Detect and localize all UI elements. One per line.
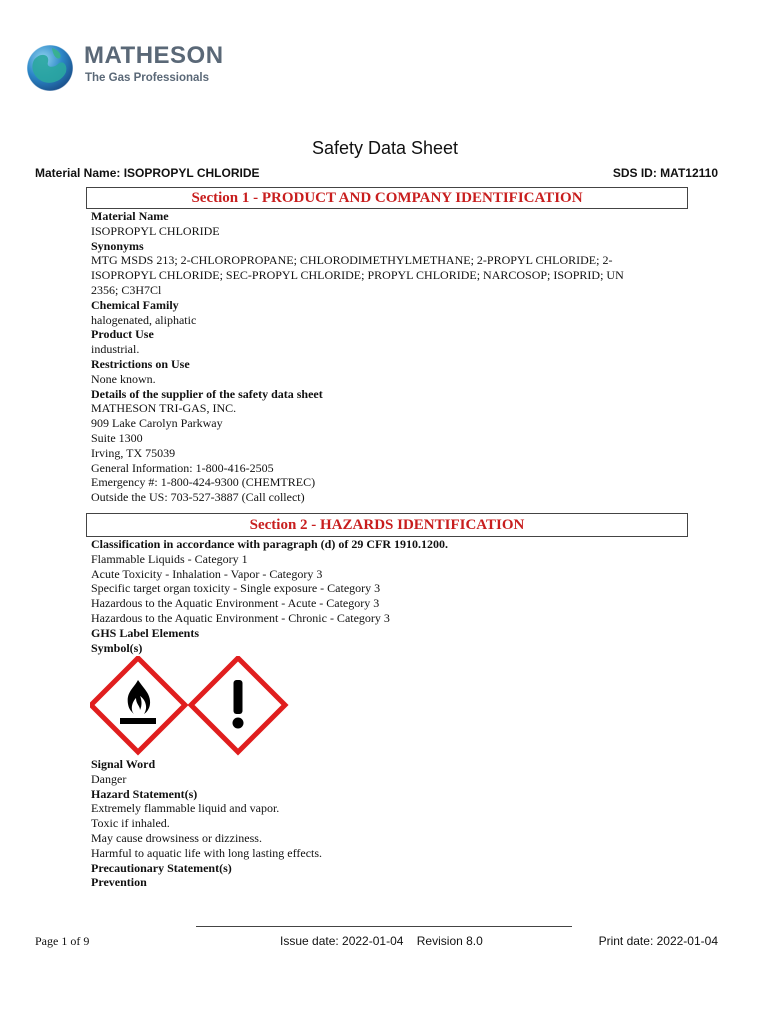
globe-logo-icon [24,42,76,94]
ghs-label: GHS Label Elements [91,625,200,640]
supplier-line: General Information: 1-800-416-2505 [91,460,274,475]
supplier-line: Irving, TX 75039 [91,445,176,460]
classification-item: Acute Toxicity - Inhalation - Vapor - Category 3 [91,566,323,581]
supplier-label: Details of the supplier of the safety data sheet [91,386,323,401]
sds-id: SDS ID: MAT12110 [612,166,718,180]
prevention-label: Prevention [91,875,147,890]
chemical-family-value: halogenated, aliphatic [91,312,197,327]
company-name: MATHESON [84,42,224,69]
signal-word-value: Danger [91,771,127,786]
classification-item: Hazardous to the Aquatic Environment - Acute - Category 3 [91,596,380,611]
classification-item: Hazardous to the Aquatic Environment - Chronic - Category 3 [91,610,390,625]
precautionary-label: Precautionary Statement(s) [91,860,232,875]
hazard-statement: Harmful to aquatic life with long lasting effects. [91,845,323,860]
supplier-line: Suite 1300 [91,430,143,445]
symbols-label: Symbol(s) [91,640,143,655]
page-number: Page 1 of 9 [35,934,90,948]
section-2-body [91,537,681,655]
flame-pictogram-icon [91,658,185,752]
synonyms-line: ISOPROPYL CHLORIDE; SEC-PROPYL CHLORIDE; PROPYL CHLORIDE; NARCOSOP; ISOPRID; UN [91,268,624,283]
signal-word-label: Signal Word [91,757,156,771]
synonyms-line: MTG MSDS 213; 2-CHLOROPROPANE; CHLORODIMETHYLMETHANE; 2-PROPYL CHLORIDE; 2- [91,253,613,268]
material-name-header: Material Name: ISOPROPYL CHLORIDE [35,166,260,180]
classification-item: Specific target organ toxicity - Single exposure - Category 3 [91,581,381,596]
hazard-statements-label: Hazard Statement(s) [91,786,198,801]
supplier-line: Emergency #: 1-800-424-9300 (CHEMTREC) [91,475,316,490]
material-name-value: ISOPROPYL CHLORIDE [91,223,220,238]
document-title: Safety Data Sheet [311,138,459,158]
section-2-title: Section 2 - HAZARDS IDENTIFICATION [86,513,688,537]
company-logo [24,40,224,96]
ghs-pictograms [90,656,290,756]
material-name-label: Material Name [91,209,169,223]
supplier-line: 909 Lake Carolyn Parkway [91,416,223,431]
section-2-label-elements [91,757,681,890]
classification-item: Flammable Liquids - Category 1 [91,551,248,566]
classification-label: Classification in accordance with paragraph (d) of 29 CFR 1910.1200. [91,537,448,551]
company-tagline: The Gas Professionals [85,72,209,84]
section-1-body [91,209,681,505]
product-use-label: Product Use [91,327,154,342]
exclamation-mark-pictogram-icon [191,658,285,752]
synonyms-label: Synonyms [91,238,144,253]
hazard-statement: Toxic if inhaled. [91,816,170,831]
hazard-statement: May cause drowsiness or dizziness. [91,830,262,845]
issue-info [280,934,483,948]
supplier-line: Outside the US: 703-527-3887 (Call collect) [91,490,305,505]
footer-divider [196,926,572,927]
product-use-value: industrial. [91,342,140,357]
restrictions-label: Restrictions on Use [91,356,190,371]
restrictions-value: None known. [91,371,156,386]
chemical-family-label: Chemical Family [91,297,179,312]
issue-date: Issue date: 2022-01-04 [280,934,404,948]
section-1-title: Section 1 - PRODUCT AND COMPANY IDENTIFICATION [86,187,688,209]
revision: Revision 8.0 [416,934,483,948]
synonyms-line: 2356; C3H7Cl [91,282,162,297]
hazard-statement: Extremely flammable liquid and vapor. [91,801,280,816]
print-date: Print date: 2022-01-04 [598,934,718,948]
supplier-line: MATHESON TRI-GAS, INC. [91,401,237,416]
